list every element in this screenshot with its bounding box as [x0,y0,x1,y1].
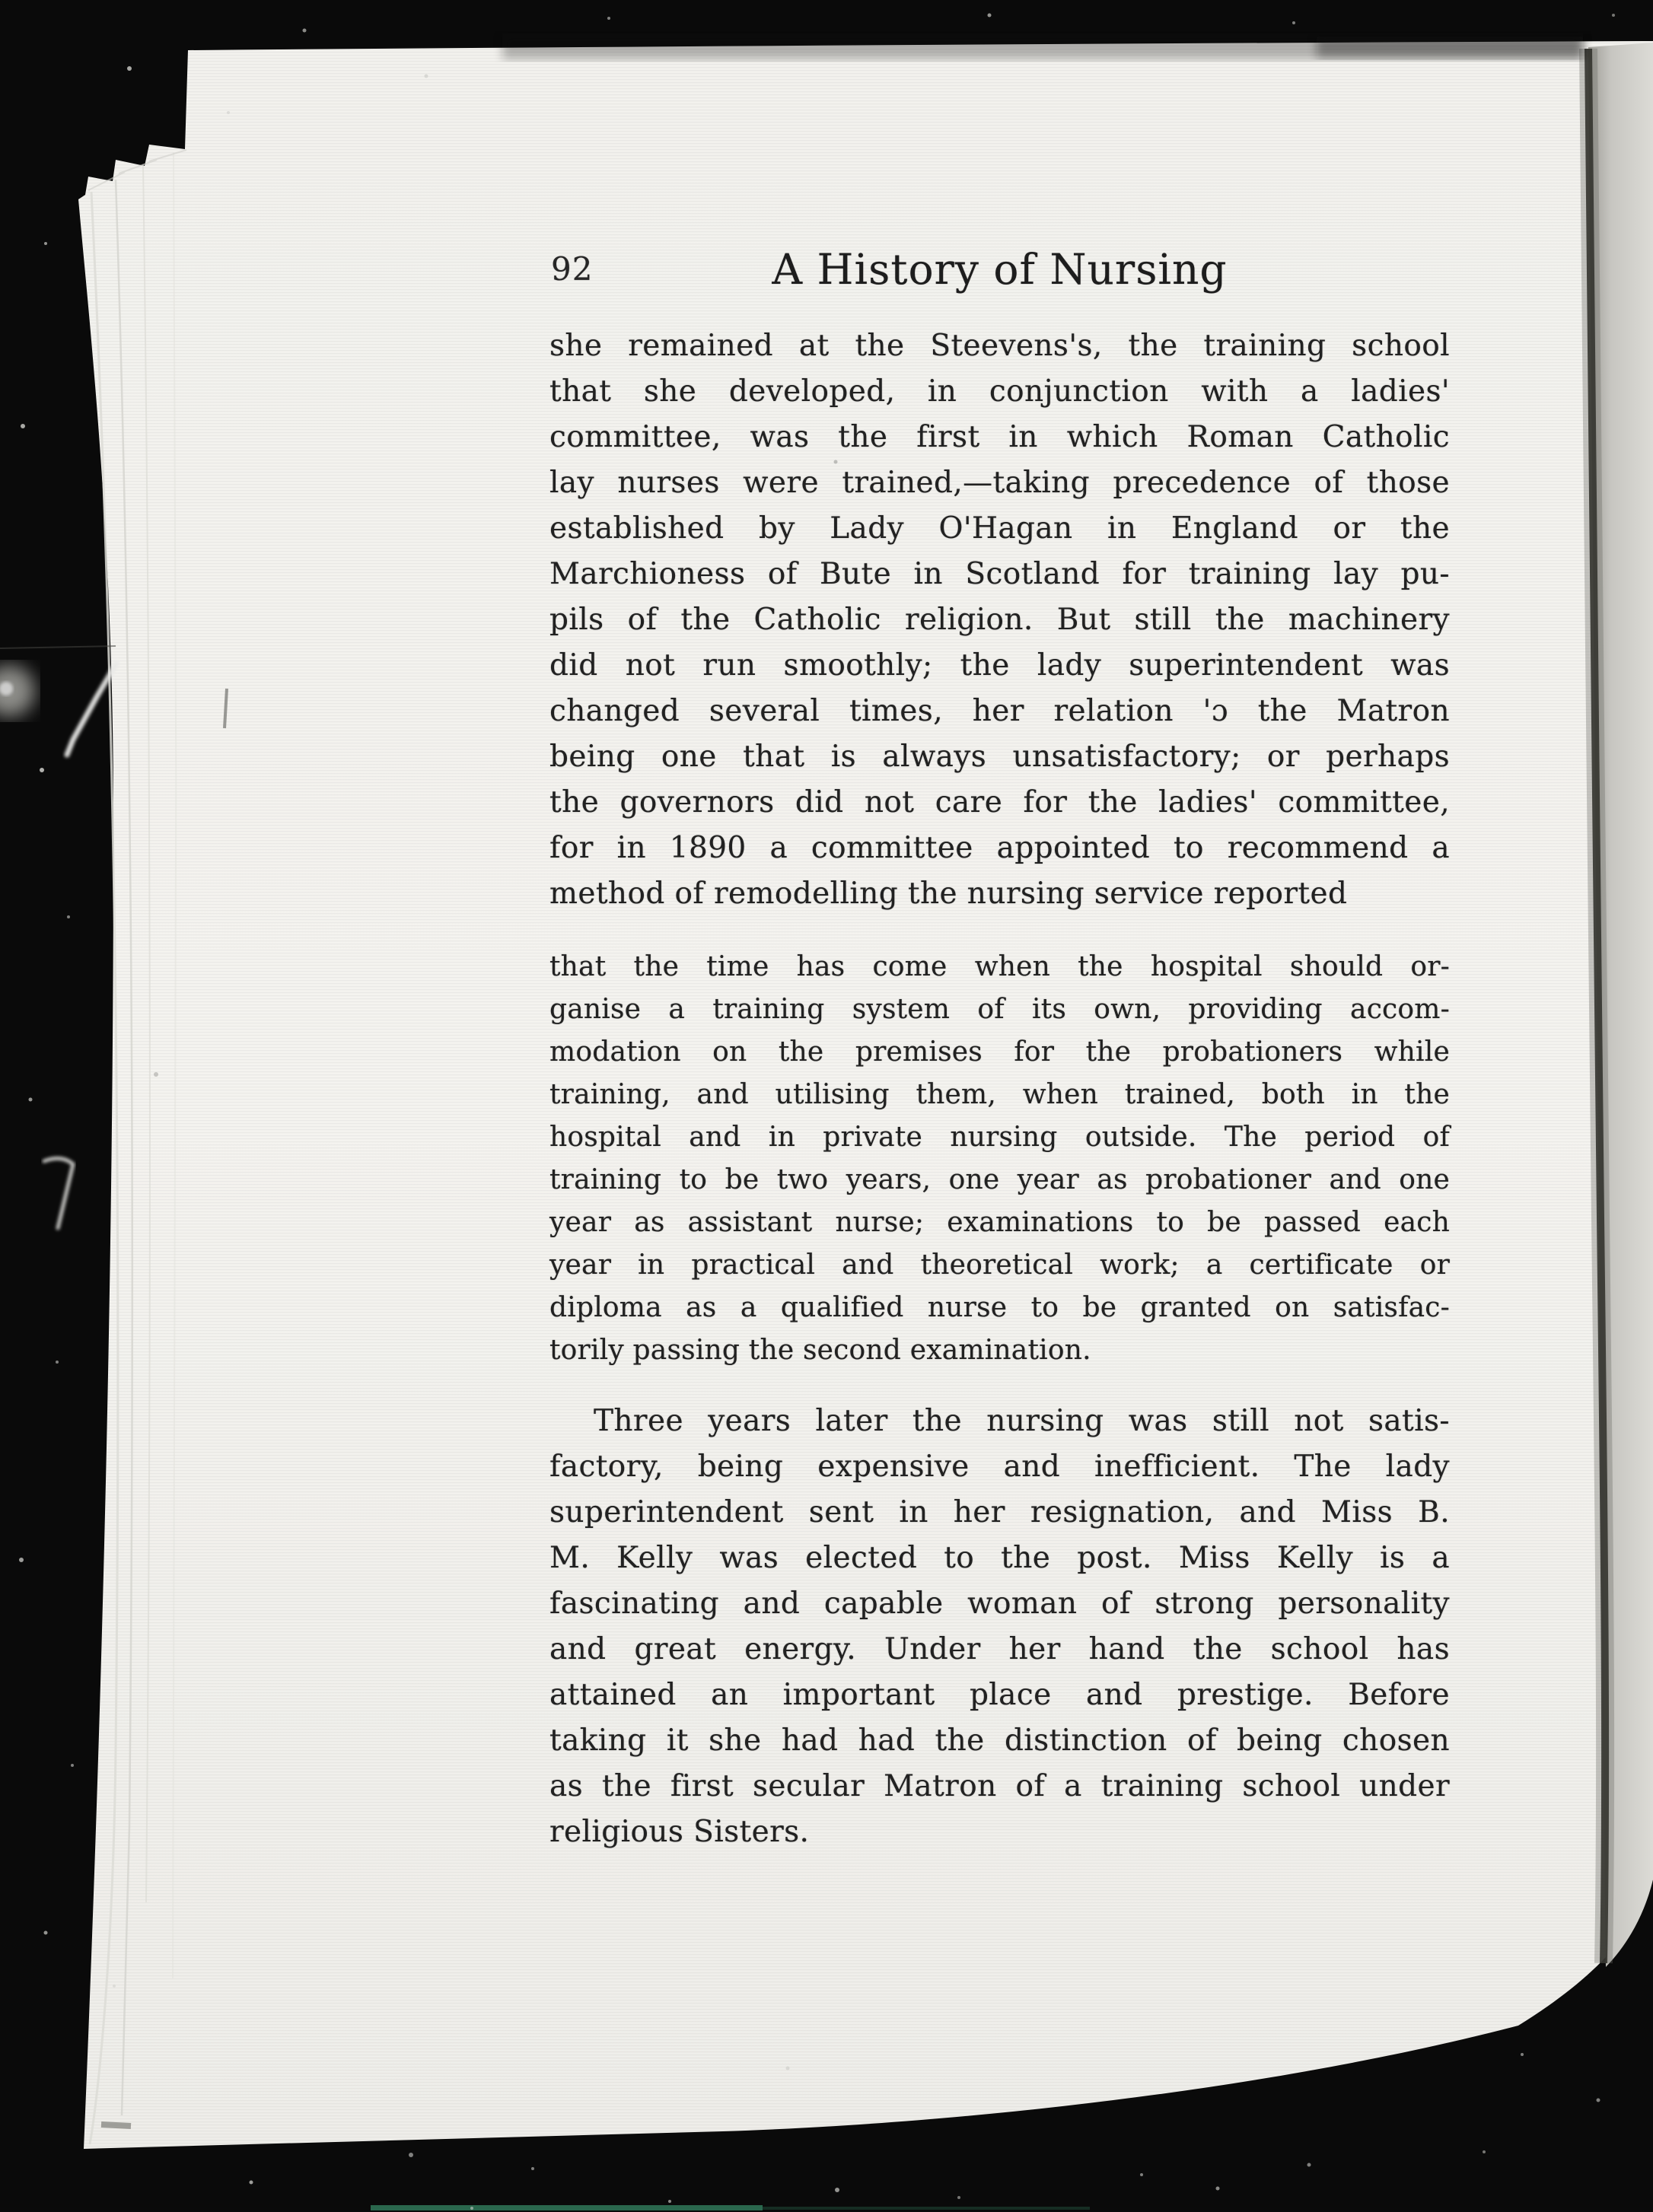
text-line: as the first secular Matron of a training school under [549,1769,1450,1803]
text-line: attained an important place and prestige. Before [549,1678,1450,1712]
scanner-green-line [371,2205,763,2210]
text-line: taking it she had had the distinction of being chosen [549,1723,1450,1758]
text-line: diploma as a qualified nurse to be granted on satisfac- [549,1292,1450,1323]
top-edge-shadow-dark [1317,37,1583,58]
text-line: training to be two years, one year as probationer and one [549,1164,1450,1195]
text-line: changed several times, her relation 'ɔ the Matron [549,694,1450,728]
text-line: ganise a training system of its own, providing accom- [549,994,1450,1025]
text-line: training, and utilising them, when trained, both in the [549,1079,1450,1110]
text-line: lay nurses were trained,—taking precedence of those [549,466,1450,500]
text-line: hospital and in private nursing outside. The period of [549,1122,1450,1153]
text-line: established by Lady O'Hagan in England or the [549,511,1450,546]
text-line: religious Sisters. [549,1815,810,1849]
text-line: year in practical and theoretical work; a certificate or [549,1249,1450,1281]
text-line: Three years later the nursing was still not satis- [594,1404,1450,1438]
text-line: pils of the Catholic religion. But still the machinery [549,603,1450,637]
page-number: 92 [551,250,594,288]
text-line: for in 1890 a committee appointed to recommend a [549,831,1450,865]
text-line: modation on the premises for the probationers while [549,1036,1450,1068]
text-line: torily passing the second examination. [549,1335,1091,1366]
text-line: the governors did not care for the ladies' committee, [549,785,1450,820]
running-head [549,245,1450,294]
text-line: did not run smoothly; the lady superintendent was [549,648,1450,683]
text-line: method of remodelling the nursing service reported [549,877,1348,911]
text-line: year as assistant nurse; examinations to be passed each [549,1207,1450,1238]
text-line: that she developed, in conjunction with a ladies' [549,374,1450,409]
body-paragraph [549,323,1450,917]
text-line: she remained at the Steevens's, the training school [549,329,1450,363]
closing-paragraph [549,1399,1450,1855]
text-line: fascinating and capable woman of strong personality [549,1587,1450,1621]
text-line: committee, was the first in which Roman Catholic [549,420,1450,454]
text-line: factory, being expensive and inefficient. The lady [549,1450,1450,1484]
corner-dash-mark [101,2124,131,2126]
scanner-green-line-faint [763,2207,1090,2210]
text-line: superintendent sent in her resignation, and Miss B. [549,1495,1450,1529]
text-line: Marchioness of Bute in Scotland for training lay pu- [549,557,1450,591]
page-title: A History of Nursing [772,245,1228,294]
text-line: that the time has come when the hospital should or- [549,951,1450,982]
text-line: being one that is always unsatisfactory; or perhaps [549,740,1450,774]
text-line: M. Kelly was elected to the post. Miss Kelly is a [549,1541,1450,1575]
text-line: and great energy. Under her hand the school has [549,1632,1450,1666]
block-quote [549,946,1450,1372]
